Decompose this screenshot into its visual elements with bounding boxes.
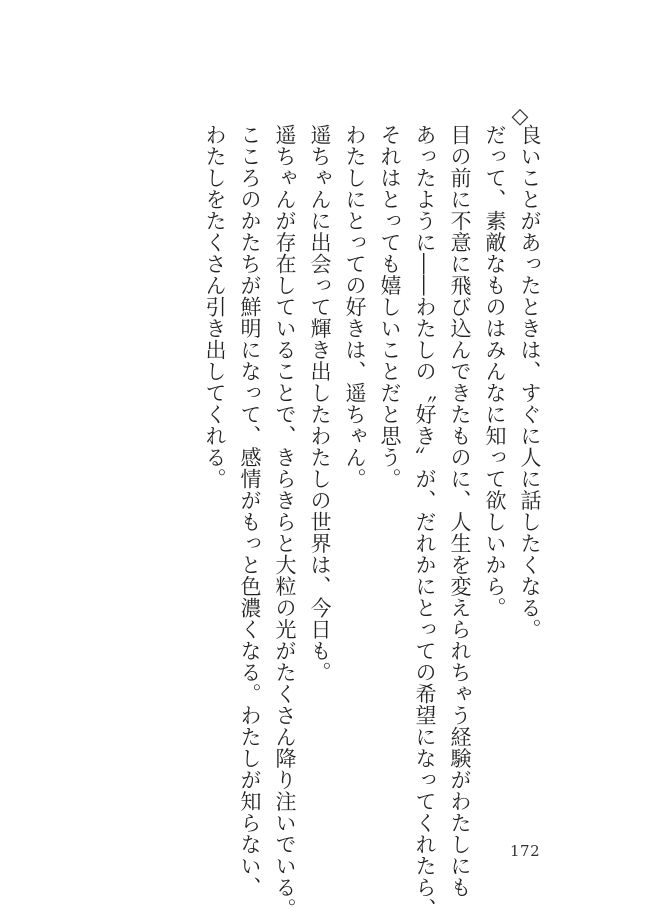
text-line: あったように――わたしの〝好き〟が、だれかにとっての希望になってくれたら、 <box>413 124 437 920</box>
text-line: 遥ちゃんが存在していることで、きらきらと大粒の光がたくさん降り注いでいる。 <box>273 124 297 920</box>
text-line: 遥ちゃんに出会って輝き出したわたしの世界は、今日も。 <box>308 124 332 683</box>
text-line: だって、素敵なものはみんなに知って欲しいから。 <box>483 124 507 619</box>
text-line: 目の前に不意に飛び込んできたものに、人生を変えられちゃう経験がわたしにも <box>448 124 472 898</box>
section-marker: ◇ <box>511 104 529 129</box>
page-number: 172 <box>510 842 541 860</box>
text-line: 良いことがあったときは、すぐに人に話したくなる。 <box>518 124 542 640</box>
text-line: わたしをたくさん引き出してくれる。 <box>203 124 227 490</box>
text-line: わたしにとっての好きは、遥ちゃん。 <box>343 124 367 490</box>
text-line: こころのかたちが鮮明になって、感情がもっと色濃くなる。わたしが知らない、 <box>238 124 262 898</box>
text-line: それはとっても嬉しいことだと思う。 <box>378 124 402 490</box>
